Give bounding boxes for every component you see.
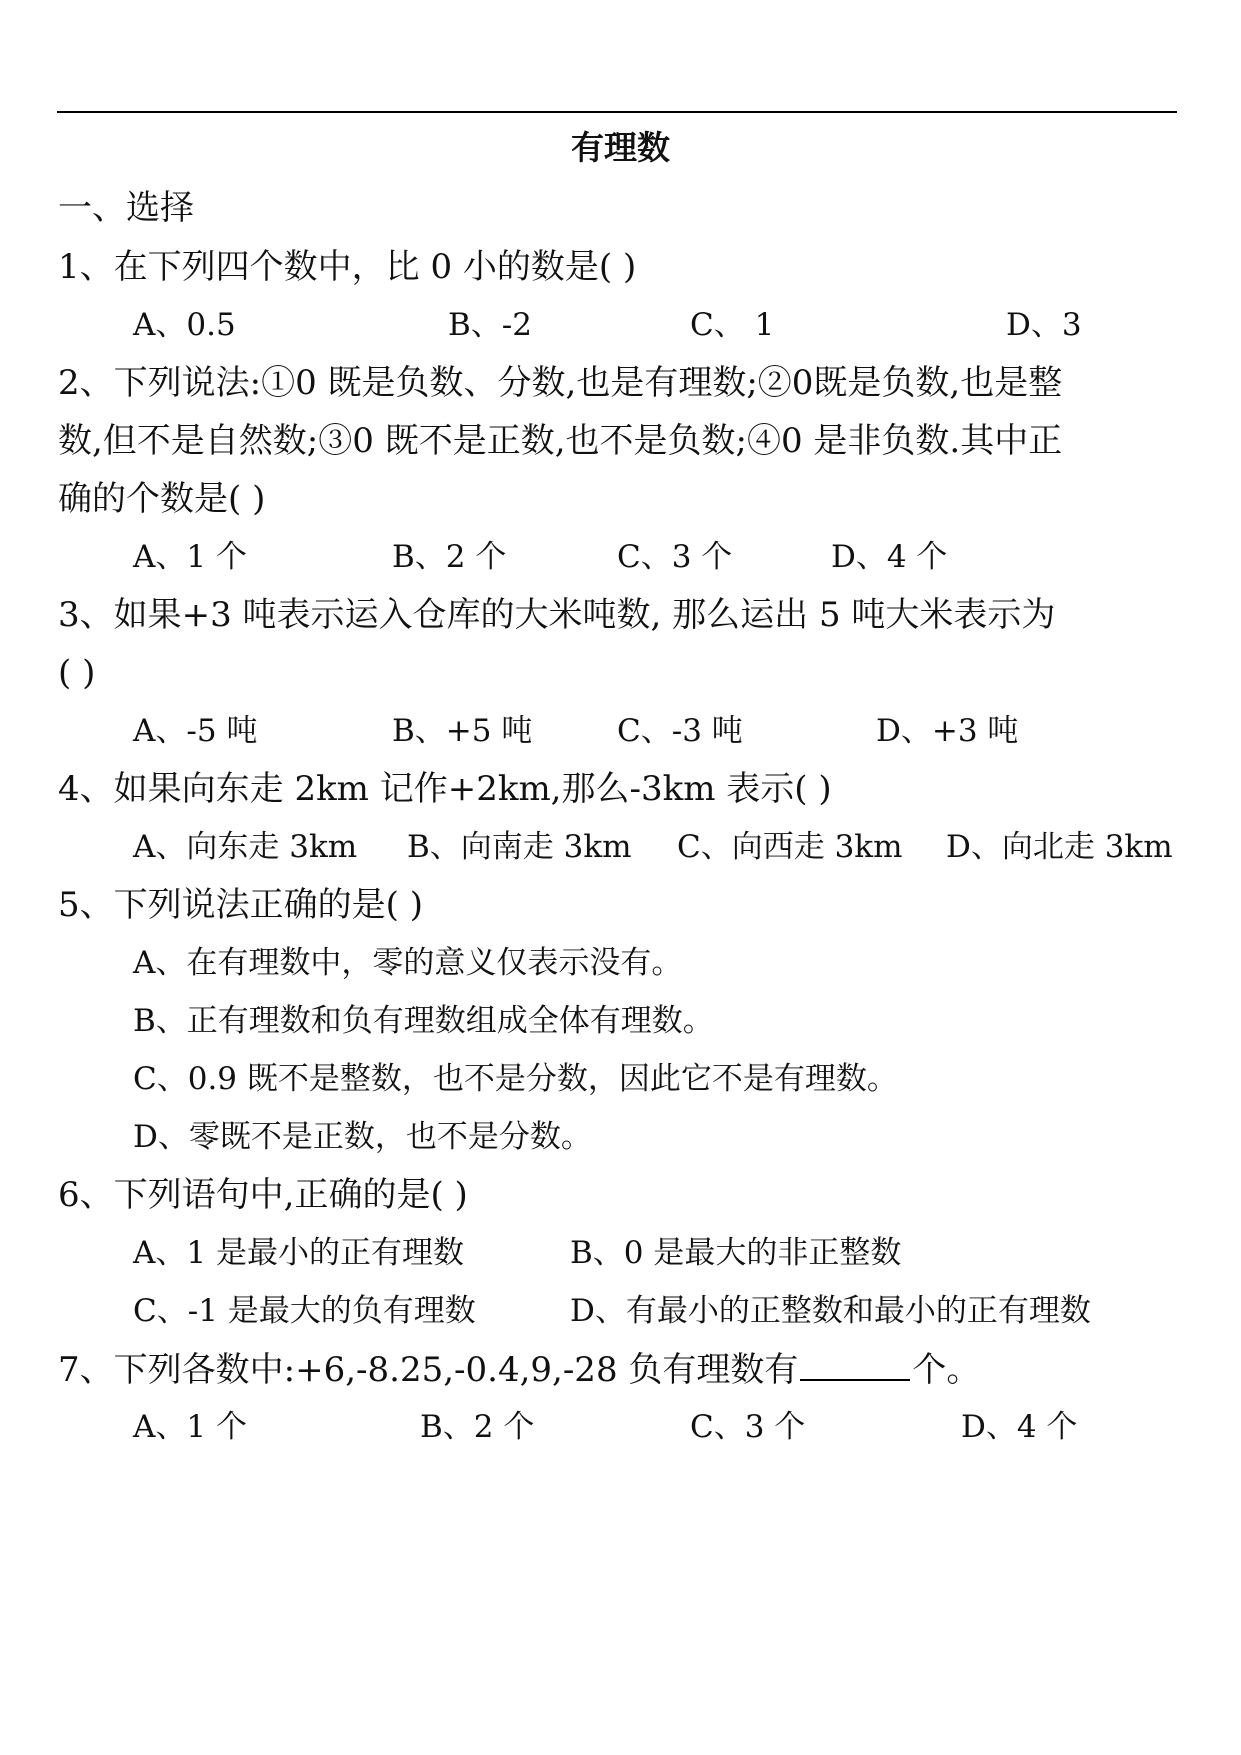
- question-5-option-b: B、正有理数和负有理数组成全体有理数。: [133, 1003, 714, 1039]
- question-2-line-2: 数,但不是自然数;③0 既不是正数,也不是负数;④0 是非负数.其中正: [58, 421, 1063, 461]
- question-1-option-c: C、 1: [690, 307, 775, 343]
- question-5-stem: 5、下列说法正确的是( ): [58, 885, 423, 925]
- question-4-option-a: A、向东走 3km: [133, 829, 358, 865]
- question-7-stem: [58, 1349, 980, 1390]
- question-6-option-b: B、0 是最大的非正整数: [570, 1235, 902, 1271]
- question-6-option-a: A、1 是最小的正有理数: [133, 1235, 464, 1271]
- question-1-option-d: D、3: [1006, 307, 1082, 343]
- question-5-option-d: D、零既不是正数，也不是分数。: [133, 1119, 592, 1155]
- question-1-option-b: B、-2: [448, 307, 532, 343]
- question-3-option-c: C、-3 吨: [617, 713, 743, 749]
- question-6-option-c: C、-1 是最大的负有理数: [133, 1293, 476, 1329]
- question-5-option-a: A、在有理数中，零的意义仅表示没有。: [133, 945, 683, 981]
- question-7-option-a: A、1 个: [133, 1409, 247, 1445]
- question-6-option-d: D、有最小的正整数和最小的正有理数: [570, 1293, 1091, 1329]
- question-6-stem: 6、下列语句中,正确的是( ): [58, 1175, 468, 1215]
- question-7-option-c: C、3 个: [690, 1409, 806, 1445]
- question-2-line-1: 2、下列说法:①0 既是负数、分数,也是有理数;②0既是负数,也是整: [58, 363, 1063, 403]
- question-2-option-c: C、3 个: [617, 539, 733, 575]
- question-7-stem-end: 个。: [912, 1350, 981, 1390]
- question-2-option-a: A、1 个: [133, 539, 247, 575]
- question-3-option-a: A、-5 吨: [133, 713, 258, 749]
- question-4-stem: 4、如果向东走 2km 记作+2km,那么-3km 表示( ): [58, 769, 832, 809]
- question-4-option-d: D、向北走 3km: [946, 829, 1173, 865]
- question-7-option-d: D、4 个: [961, 1409, 1078, 1445]
- question-3-option-d: D、+3 吨: [876, 713, 1019, 749]
- question-1-option-a: A、0.5: [133, 307, 236, 343]
- question-3-line-2: ( ): [58, 653, 96, 693]
- question-4-option-c: C、向西走 3km: [677, 829, 903, 865]
- question-2-option-b: B、2 个: [392, 539, 507, 575]
- header-rule: [57, 111, 1177, 113]
- question-4-option-b: B、向南走 3km: [407, 829, 632, 865]
- question-3-option-b: B、+5 吨: [392, 713, 533, 749]
- question-2-option-d: D、4 个: [831, 539, 948, 575]
- question-7-stem-text: 7、下列各数中:+6,-8.25,-0.4,9,-28 负有理数有: [58, 1350, 799, 1390]
- question-1-stem: 1、在下列四个数中，比 0 小的数是( ): [58, 247, 637, 287]
- question-5-option-c: C、0.9 既不是整数，也不是分数，因此它不是有理数。: [133, 1061, 898, 1097]
- question-7-option-b: B、2 个: [420, 1409, 535, 1445]
- question-3-line-1: 3、如果+3 吨表示运入仓库的大米吨数, 那么运出 5 吨大米表示为: [58, 595, 1056, 635]
- page-title: 有理数: [571, 128, 670, 167]
- section-heading: 一、选择: [58, 188, 194, 228]
- question-2-line-3: 确的个数是( ): [58, 479, 266, 519]
- answer-blank[interactable]: [800, 1349, 910, 1381]
